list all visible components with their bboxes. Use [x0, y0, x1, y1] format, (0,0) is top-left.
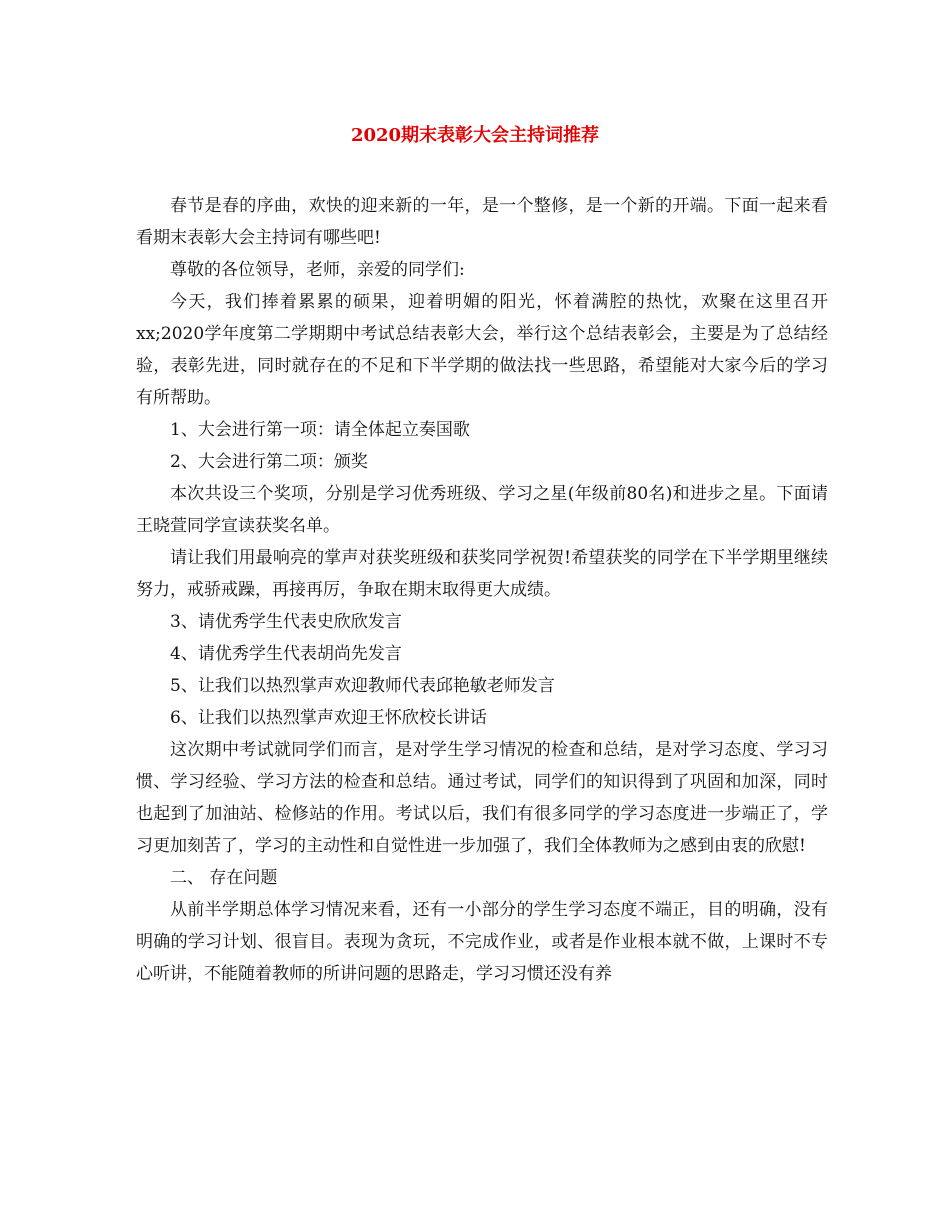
greeting-paragraph: 尊敬的各位领导，老师，亲爱的同学们:	[170, 260, 465, 280]
problems-paragraph: 从前半学期总体学习情况来看，还有一小部分的学生学习态度不端正，目的明确，没有明确的学习计划、很盲目。表现为贪玩，不完成作业，或者是作业根本就不做，上课时不专心听讲，不能随着教师的所讲问题的思路走，学习习惯还没有养	[136, 900, 828, 984]
agenda-item-3: 3、请优秀学生代表史欣欣发言	[170, 612, 402, 632]
document-body	[136, 190, 828, 990]
opening-paragraph: 今天，我们捧着累累的硕果，迎着明媚的阳光，怀着满腔的热忱，欢聚在这里召开xx;2020学年度第二学期期中考试总结表彰大会，举行这个总结表彰会，主要是为了总结经验，表彰先进，同时就存在的不足和下半学期的做法找一些思路，希望能对大家今后的学习有所帮助。	[136, 292, 828, 408]
awards-paragraph: 本次共设三个奖项，分别是学习优秀班级、学习之星(年级前80名)和进步之星。下面请王晓萱同学宣读获奖名单。	[136, 484, 828, 536]
agenda-item-2: 2、大会进行第二项：颁奖	[170, 452, 368, 472]
agenda-item-1: 1、大会进行第一项：请全体起立奏国歌	[170, 420, 470, 440]
agenda-item-4: 4、请优秀学生代表胡尚先发言	[170, 644, 402, 664]
summary-paragraph: 这次期中考试就同学们而言，是对学生学习情况的检查和总结，是对学习态度、学习习惯、学习经验、学习方法的检查和总结。通过考试，同学们的知识得到了巩固和加深，同时也起到了加油站、检修站的作用。考试以后，我们有很多同学的学习态度进一步端正了，学习更加刻苦了，学习的主动性和自觉性进一步加强了，我们全体教师为之感到由衷的欣慰!	[136, 740, 828, 856]
section-heading-problems: 二、 存在问题	[170, 868, 278, 888]
agenda-item-5: 5、让我们以热烈掌声欢迎教师代表邱艳敏老师发言	[170, 676, 555, 696]
agenda-item-6: 6、让我们以热烈掌声欢迎王怀欣校长讲话	[170, 708, 487, 728]
congratulations-paragraph: 请让我们用最响亮的掌声对获奖班级和获奖同学祝贺!希望获奖的同学在下半学期里继续努力，戒骄戒躁，再接再厉，争取在期末取得更大成绩。	[136, 548, 828, 600]
intro-paragraph: 春节是春的序曲，欢快的迎来新的一年，是一个整修，是一个新的开端。下面一起来看看期末表彰大会主持词有哪些吧!	[136, 196, 828, 248]
document-title: 2020期末表彰大会主持词推荐	[350, 125, 600, 146]
